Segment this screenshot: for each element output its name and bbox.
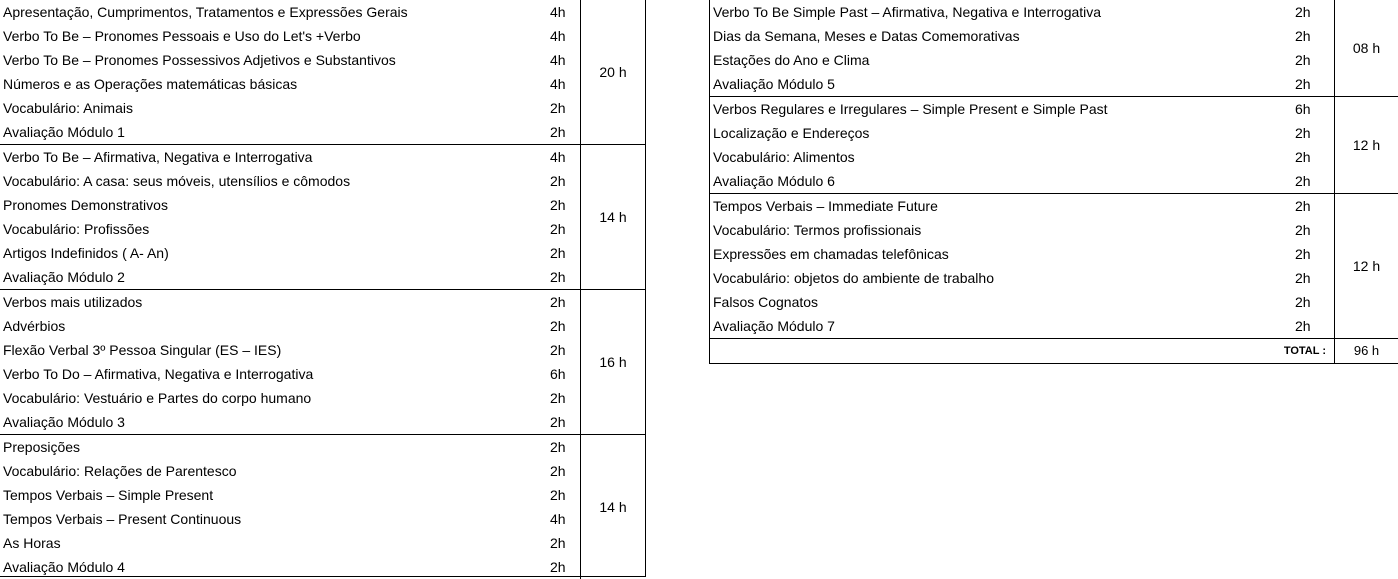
topic-hours: 2h [1295,149,1311,165]
module-block [0,0,645,145]
topic-hours: 2h [550,439,566,455]
topic-hours: 4h [550,76,566,92]
topic-hours: 2h [550,559,566,575]
topic-row [710,314,1398,338]
topic-row [0,410,645,434]
topic-label: Verbo To Be Simple Past – Afirmativa, Negativa e Interrogativa [713,4,1102,20]
topic-label: Avaliação Módulo 5 [713,76,835,92]
right-schedule-table [709,0,1398,364]
topic-hours: 2h [1295,246,1311,262]
topic-row [0,362,645,386]
topic-label: Verbos Regulares e Irregulares – Simple Present e Simple Past [713,101,1108,117]
topic-hours: 2h [550,390,566,406]
module-total-hours: 12 h [1334,97,1398,193]
topic-hours: 2h [550,342,566,358]
topic-row [0,314,645,338]
topic-row [0,193,645,217]
module-block [710,194,1398,339]
topic-hours: 2h [550,463,566,479]
topic-hours: 2h [550,124,566,140]
topic-label: Vocabulário: objetos do ambiente de trabalho [713,270,994,286]
topic-row [0,483,645,507]
topic-row [0,169,645,193]
topic-row [0,531,645,555]
topic-label: Estações do Ano e Clima [713,52,870,68]
topic-label: Avaliação Módulo 6 [713,173,835,189]
topic-hours: 2h [1295,270,1311,286]
topic-hours: 2h [1295,125,1311,141]
topic-hours: 6h [1295,101,1311,117]
topic-row [0,24,645,48]
left-schedule-table [0,0,646,577]
topic-label: Falsos Cognatos [713,294,819,310]
topic-label: Artigos Indefinidos ( A- An) [3,245,169,261]
topic-row [0,96,645,120]
topic-row [0,72,645,96]
topic-row [0,290,645,314]
topic-label: Avaliação Módulo 2 [3,269,125,285]
topic-hours: 2h [550,269,566,285]
topic-hours: 2h [1295,52,1311,68]
topic-row [0,435,645,459]
topic-row [710,121,1398,145]
topic-row [710,24,1398,48]
topic-hours: 2h [550,414,566,430]
topic-row [0,555,645,579]
topic-hours: 4h [550,4,566,20]
topic-label: Preposições [3,439,81,455]
topic-hours: 2h [550,221,566,237]
topic-hours: 2h [550,173,566,189]
topic-row [0,265,645,289]
topic-label: Vocabulário: A casa: seus móveis, utensílios e cômodos [3,173,351,189]
topic-label: Avaliação Módulo 1 [3,124,125,140]
topic-hours: 2h [550,318,566,334]
topic-hours: 2h [550,245,566,261]
module-total-hours: 12 h [1334,194,1398,338]
topic-hours: 2h [550,294,566,310]
topic-label: Vocabulário: Vestuário e Partes do corpo humano [3,390,312,406]
grand-total-label: TOTAL : [1283,345,1326,357]
topic-row [0,145,645,169]
topic-label: Flexão Verbal 3º Pessoa Singular (ES – IES) [3,342,282,358]
topic-label: Verbo To Be – Pronomes Possessivos Adjetivos e Substantivos [3,52,396,68]
topic-label: Tempos Verbais – Immediate Future [713,198,938,214]
topic-label: Vocabulário: Animais [3,100,133,116]
topic-row [710,169,1398,193]
topic-label: Verbo To Be – Pronomes Pessoais e Uso do Let's +Verbo [3,28,361,44]
topic-label: Expressões em chamadas telefônicas [713,246,949,262]
topic-label: Tempos Verbais – Simple Present [3,487,214,503]
topic-label: Vocabulário: Termos profissionais [713,222,922,238]
topic-row [0,241,645,265]
topic-row [0,507,645,531]
topic-hours: 4h [550,149,566,165]
topic-label: Dias da Semana, Meses e Datas Comemorativas [713,28,1020,44]
module-total-hours: 16 h [580,290,645,434]
topic-label: Vocabulário: Alimentos [713,149,855,165]
topic-row [710,48,1398,72]
topic-hours: 4h [550,52,566,68]
topic-label: Tempos Verbais – Present Continuous [3,511,242,527]
topic-hours: 2h [1295,28,1311,44]
module-total-hours: 20 h [580,0,645,144]
topic-hours: 2h [1295,318,1311,334]
topic-hours: 4h [550,28,566,44]
topic-hours: 2h [550,197,566,213]
module-block [0,145,645,290]
grand-total-row [710,339,1398,364]
topic-hours: 2h [1295,294,1311,310]
topic-hours: 2h [550,535,566,551]
topic-label: Localização e Endereços [713,125,870,141]
topic-row [710,0,1398,24]
topic-label: Avaliação Módulo 4 [3,559,125,575]
module-block [0,435,645,579]
topic-row [0,0,645,24]
topic-row [710,97,1398,121]
topic-hours: 2h [550,487,566,503]
topic-label: Pronomes Demonstrativos [3,197,168,213]
topic-label: Verbos mais utilizados [3,294,143,310]
topic-label: Apresentação, Cumprimentos, Tratamentos e Expressões Gerais [3,4,408,20]
topic-hours: 6h [550,366,566,382]
topic-hours: 2h [550,100,566,116]
topic-label: Vocabulário: Profissões [3,221,150,237]
topic-hours: 2h [1295,4,1311,20]
module-total-hours: 14 h [580,145,645,289]
topic-row [710,145,1398,169]
topic-label: Vocabulário: Relações de Parentesco [3,463,237,479]
topic-row [710,242,1398,266]
topic-row [0,217,645,241]
topic-label: Verbo To Be – Afirmativa, Negativa e Interrogativa [3,149,313,165]
topic-label: Avaliação Módulo 7 [713,318,835,334]
topic-row [0,120,645,144]
topic-label: As Horas [3,535,61,551]
topic-label: Advérbios [3,318,66,334]
topic-row [710,266,1398,290]
topic-row [710,194,1398,218]
grand-total-value: 96 h [1334,339,1398,363]
topic-label: Verbo To Do – Afirmativa, Negativa e Interrogativa [3,366,314,382]
topic-hours: 2h [1295,173,1311,189]
module-total-hours: 08 h [1334,0,1398,96]
topic-hours: 4h [550,511,566,527]
topic-row [710,290,1398,314]
topic-row [0,48,645,72]
module-block [710,97,1398,194]
topic-row [710,218,1398,242]
topic-row [710,72,1398,96]
topic-hours: 2h [1295,76,1311,92]
topic-label: Números e as Operações matemáticas básicas [3,76,298,92]
topic-row [0,338,645,362]
topic-row [0,459,645,483]
topic-row [0,386,645,410]
topic-hours: 2h [1295,222,1311,238]
module-block [710,0,1398,97]
topic-hours: 2h [1295,198,1311,214]
topic-label: Avaliação Módulo 3 [3,414,125,430]
module-total-hours: 14 h [580,435,645,579]
module-block [0,290,645,435]
